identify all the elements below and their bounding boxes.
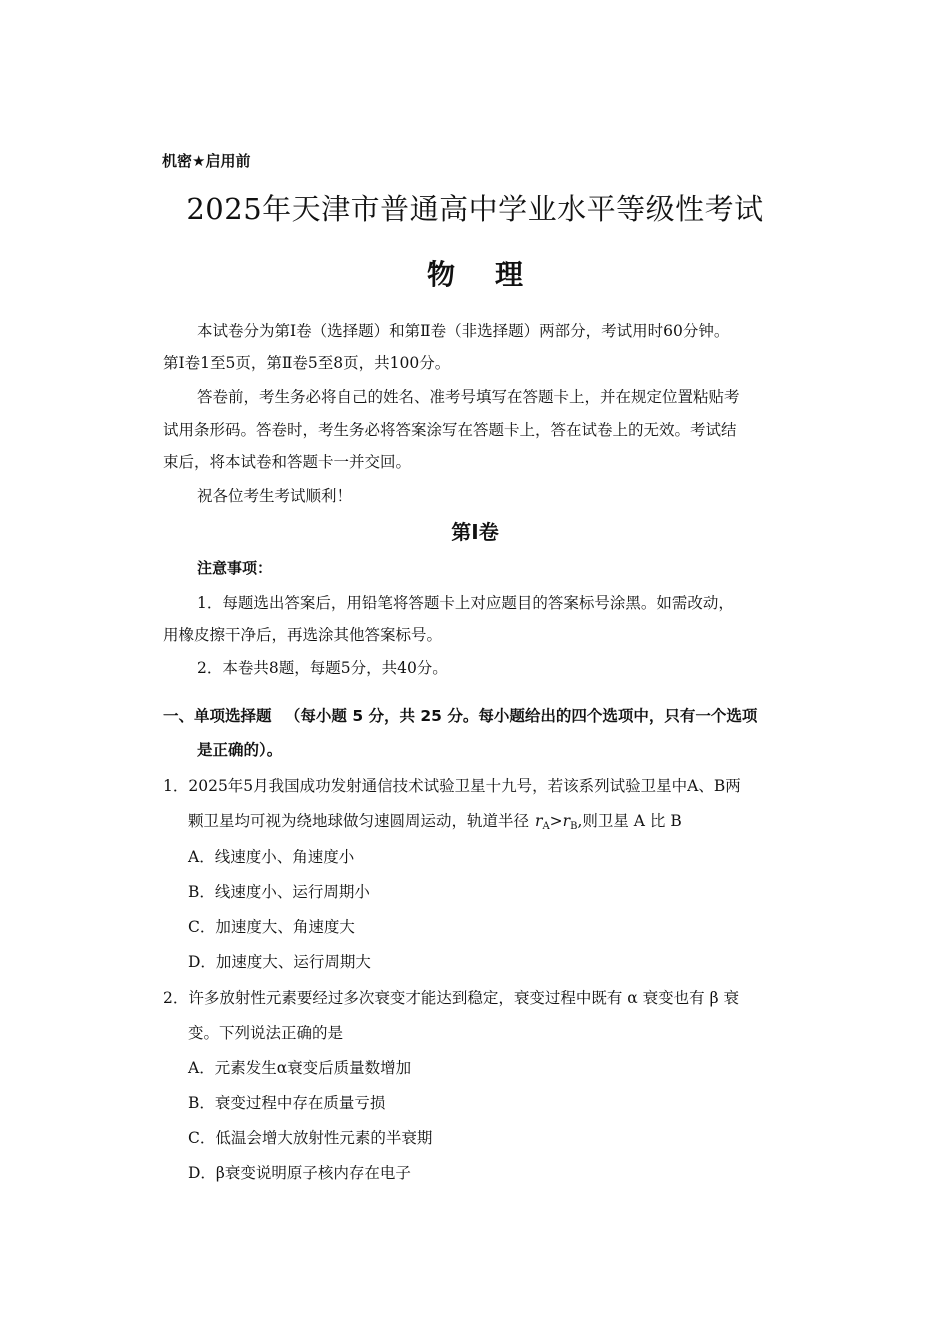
option-a: A．线速度小、角速度小	[188, 848, 355, 866]
subscript-b: B	[570, 821, 578, 832]
option-c: C．低温会增大放射性元素的半衰期	[188, 1129, 433, 1147]
intro-line: 束后，将本试卷和答题卡一并交回。	[163, 453, 412, 471]
question-1-text: 颗卫星均可视为绕地球做匀速圆周运动，轨道半径	[188, 812, 530, 830]
intro-line: 答卷前，考生务必将自己的姓名、准考号填写在答题卡上，并在规定位置粘贴考	[197, 388, 740, 406]
option-b: B．线速度小、运行周期小	[188, 883, 370, 901]
option-d: D．加速度大、运行周期大	[188, 953, 371, 971]
intro-line: 试用条形码。答卷时，考生务必将答案涂写在答题卡上，答在试卷上的无效。考试结	[163, 421, 737, 439]
option-a: A．元素发生α衰变后质量数增加	[188, 1059, 412, 1077]
volume-heading: 第Ⅰ卷	[451, 520, 499, 544]
question-1-text: ,则卫星 A 比 B	[577, 812, 682, 830]
notes-title: 注意事项：	[197, 559, 273, 577]
note-line: 1．每题选出答案后，用铅笔将答题卡上对应题目的答案标号涂黑。如需改动，	[197, 594, 734, 612]
note-line: 用橡皮擦干净后，再选涂其他答案标号。	[163, 626, 443, 644]
question-1-line: 1．2025年5月我国成功发射通信技术试验卫星十九号，若该系列试验卫星中A、B两	[163, 777, 741, 795]
option-b: B．衰变过程中存在质量亏损	[188, 1094, 386, 1112]
exam-title: 2025年天津市普通高中学业水平等级性考试	[186, 192, 764, 226]
section-description: 是正确的）。	[197, 741, 283, 759]
greeting: 祝各位考生考试顺利！	[197, 487, 353, 505]
section-title	[163, 704, 757, 726]
note-line: 2．本卷共8题，每题5分，共40分。	[197, 659, 448, 677]
section-description: （每小题 5 分，共 25 分。每小题给出的四个选项中，只有一个选项	[284, 707, 758, 725]
radius-symbol: r	[535, 812, 543, 830]
option-c: C．加速度大、角速度大	[188, 918, 355, 936]
option-d: D．β衰变说明原子核内存在电子	[188, 1164, 411, 1182]
subject-title: 物理	[426, 258, 563, 291]
question-2-line: 变。下列说法正确的是	[188, 1024, 344, 1042]
confidential-label: 机密★启用前	[162, 152, 251, 170]
intro-line: 本试卷分为第Ⅰ卷（选择题）和第Ⅱ卷（非选择题）两部分，考试用时60分钟。	[197, 322, 730, 340]
greater-than-sign: >	[549, 812, 563, 830]
question-2-line: 2．许多放射性元素要经过多次衰变才能达到稳定，衰变过程中既有 α 衰变也有 β 衰	[163, 989, 740, 1007]
section-title-label: 一、单项选择题	[163, 707, 272, 725]
question-1-line	[188, 809, 682, 832]
intro-line: 第Ⅰ卷1至5页，第Ⅱ卷5至8页，共100分。	[163, 354, 451, 372]
subscript-a: A	[542, 821, 550, 832]
radius-symbol: r	[562, 812, 571, 830]
